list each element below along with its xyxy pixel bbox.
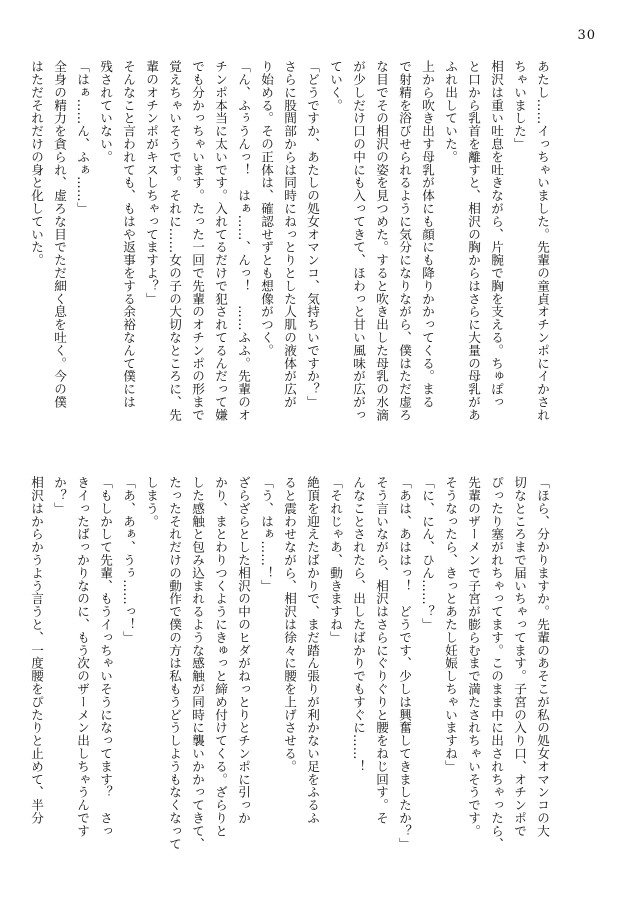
text-line: 相沢は重い吐息を吐きながら、片腕で胸を支える。ちゅぽっ	[489, 60, 504, 409]
text-line: ると震わせながら、相沢は徐々に腰を上げさせる。	[282, 476, 297, 773]
text-line: 「ん、ふぅうんっ！ はぁ……、んっ！ ……ふふ。先輩のオ	[236, 60, 251, 422]
text-line: が少しだけ口の中にも入ってきて、ほわっと甘い風味が広がっ	[351, 60, 366, 422]
text-line: した感触と包み込まれるような感触が同時に襲いかかってきて、	[190, 476, 205, 851]
text-line: たったそれだけの動作で僕の方は私もうどうしようもなくなって	[167, 476, 182, 851]
text-line: 「どうですか、あたしの処女オマンコ、気持ちいですか？」	[305, 60, 320, 409]
text-line: ていく。	[328, 60, 343, 112]
text-line: 相沢はからかうよう言うと、一度腰をぴたりと止めて、半分	[29, 476, 44, 825]
text-line: そう言いながら、相沢はさらにぐりぐりと腰をねじ回す。そ	[374, 476, 389, 825]
text-line: ぴったり塞がれちゃってます。このまま中に出されちゃったら、	[489, 476, 504, 851]
text-line: 上から吹き出す母乳が体にも顔にも降りかかってくる。まる	[420, 60, 435, 409]
text-line: 「に、にん、ひん……？」	[420, 476, 435, 631]
text-line: 絶頂を迎えたばかりで、まだ踏ん張りが利かない足をふるふ	[305, 476, 320, 825]
page-number: 30	[577, 28, 596, 43]
text-block-bottom	[25, 476, 554, 874]
text-line: 輩のオチンポがキスしちゃってますよ？」	[144, 60, 159, 306]
text-line: 残されていない。	[98, 60, 113, 164]
text-line: 「もしかして先輩、もうイっちゃいそうになってます？ さっ	[98, 476, 113, 838]
text-line: と口から乳首を離すと、相沢の胸からはさらに大量の母乳があ	[466, 60, 481, 422]
text-block-top	[25, 60, 554, 460]
text-line: そんなこと言われても、もはや返事をする余裕なんて僕には	[121, 60, 136, 409]
text-line: 「ほら、分かりますか。先輩のあそこが私の処女オマンコの大	[535, 476, 550, 838]
text-line: あたし……イっちゃいました。先輩の童貞オチンポにイかされ	[535, 60, 550, 422]
text-line: 「それじゃあ、動きますね」	[328, 476, 343, 644]
text-line: 「あは、あははっ！ どうです、少しは興奮してきましたか？」	[397, 476, 412, 851]
text-line: 「あ、あぁ、うぅ……っ！」	[121, 476, 136, 644]
text-line: 全身の精力を貪られ、虚ろな目でただ細く息を吐く。今の僕	[52, 60, 67, 409]
text-line: で射精を浴びせられるように気分になりながら、僕はただ虚ろ	[397, 60, 412, 422]
text-line: 「う、はぁ……！」	[259, 476, 274, 593]
text-line: な目でその相沢の姿を見つめた。すると吹き出した母乳の水滴	[374, 60, 389, 422]
text-line: かり、まとわりつくようにきゅっと締め付けてくる。ざらりと	[213, 476, 228, 838]
text-line: さらに股間部からは同時にねっとりとした人肌の液体が広が	[282, 60, 297, 409]
text-line: ふれ出していた。	[443, 60, 458, 164]
text-line: ざらざらとした相沢の中のヒダがねっとりとチンポに引っか	[236, 476, 251, 825]
text-line: か？」	[52, 476, 67, 515]
text-line: ちゃいました」	[512, 60, 527, 151]
text-line: しまう。	[144, 476, 159, 528]
text-line: そうなったら、きっとあたし妊娠しちゃいますね」	[443, 476, 458, 773]
text-line: 「はぁ……ん、ふぁ……」	[75, 60, 90, 215]
text-line: チンポ本当に太いです。入れてるだけで犯されてるんだって嫌	[213, 60, 228, 422]
text-line: り始める。その正体は、確認せずとも想像がつく。	[259, 60, 274, 357]
text-line: 切なところまで届いちゃってます。子宮の入り口、オチンポで	[512, 476, 527, 838]
text-line: きイったばっかりなのに、もう次のザーメン出しちゃうんです	[75, 476, 90, 838]
text-line: んなことされたら、出したばかりでもすぐに……！	[351, 476, 366, 773]
text-line: はただそれだけの身と化していた。	[29, 60, 44, 267]
text-line: 先輩のザーメンで子宮が膨らむまで満たされちゃいそうです。	[466, 476, 481, 838]
text-line: でも分かっちゃいます。たった一回で先輩のオチンポの形まで	[190, 60, 205, 422]
text-line: 覚えちゃいそうです。それに……女の子の大切なところに、先	[167, 60, 182, 422]
